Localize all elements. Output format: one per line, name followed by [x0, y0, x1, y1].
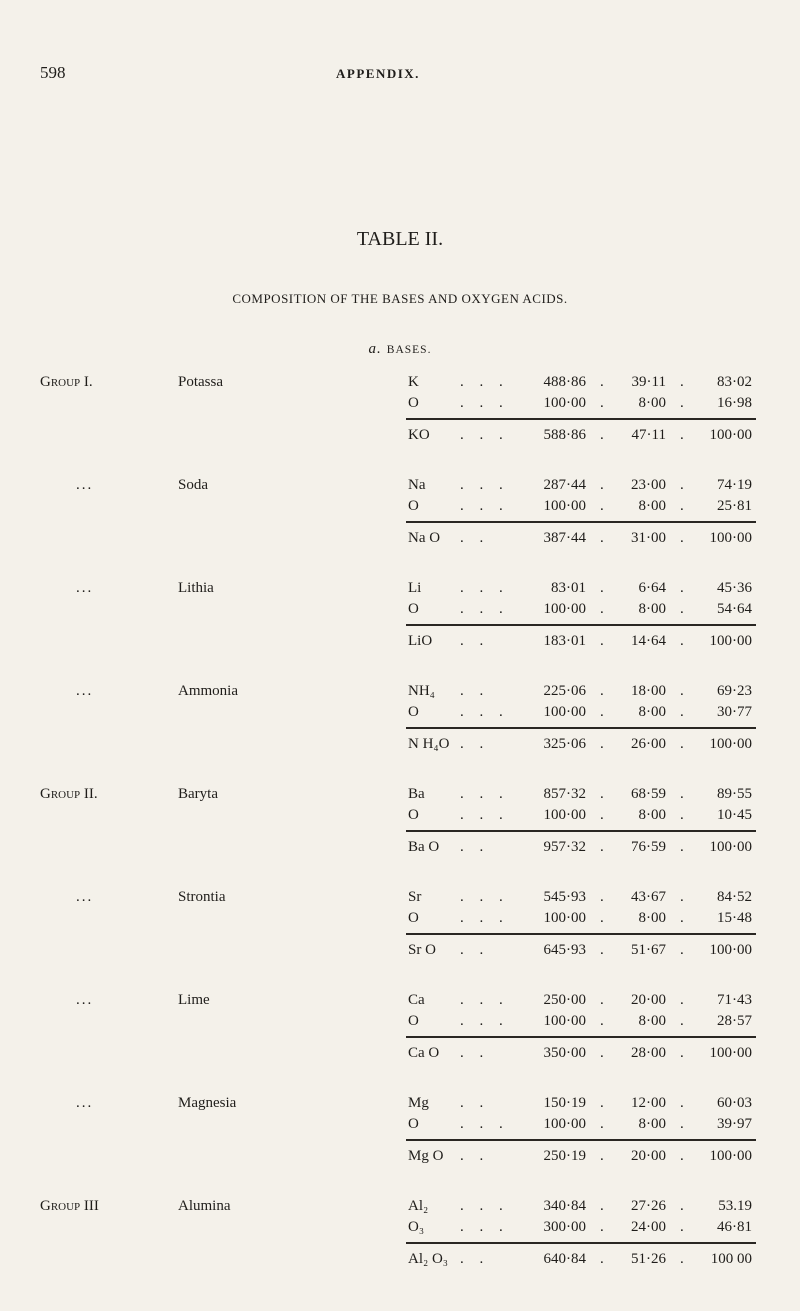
value-oxygen-8: 12·00 [631, 1095, 666, 1111]
formula: Sr [408, 889, 422, 905]
table-row [0, 477, 800, 497]
value-hydrogen-100: 100·00 [543, 704, 586, 720]
leader-dot: . [680, 633, 684, 649]
group-label: ... [76, 1095, 94, 1111]
value-hydrogen-100: 325·06 [543, 736, 586, 752]
value-hydrogen-100: 100·00 [543, 1013, 586, 1029]
formula: O [408, 498, 419, 514]
formula: O [408, 807, 419, 823]
sum-rule [406, 521, 756, 523]
value-hydrogen-100: 100·00 [543, 807, 586, 823]
leader-dots: . . [460, 530, 490, 546]
value-percent: 25·81 [717, 498, 752, 514]
value-oxygen-8: 47·11 [631, 427, 666, 443]
table-row [0, 580, 800, 600]
value-percent: 10·45 [717, 807, 752, 823]
value-hydrogen-100: 350·00 [543, 1045, 586, 1061]
leader-dot: . [600, 1095, 604, 1111]
formula: O [408, 1013, 419, 1029]
formula: N H₄O [408, 736, 450, 752]
leader-dots: . . [460, 839, 490, 855]
table-row [0, 1198, 800, 1218]
value-hydrogen-100: 545·93 [543, 889, 586, 905]
leader-dots: . . [460, 1095, 490, 1111]
value-percent: 100·00 [709, 633, 752, 649]
base-name: Lithia [178, 580, 214, 596]
leader-dots: . . [460, 683, 490, 699]
leader-dots: . . . [460, 889, 509, 905]
leader-dot: . [680, 395, 684, 411]
value-percent: 84·52 [717, 889, 752, 905]
table-row [0, 910, 800, 930]
leader-dots: . . [460, 736, 490, 752]
table-row-total [0, 1148, 800, 1168]
value-oxygen-8: 14·64 [631, 633, 666, 649]
leader-dot: . [600, 889, 604, 905]
leader-dots: . . . [460, 1198, 509, 1214]
leader-dot: . [680, 736, 684, 752]
value-percent: 45·36 [717, 580, 752, 596]
sum-rule [406, 830, 756, 832]
table-row [0, 807, 800, 827]
value-hydrogen-100: 100·00 [543, 498, 586, 514]
section-letter: a. [368, 341, 382, 357]
formula: O [408, 910, 419, 926]
formula: Al₂ [408, 1198, 429, 1214]
value-hydrogen-100: 287·44 [543, 477, 586, 493]
sum-rule [406, 933, 756, 935]
leader-dot: . [680, 704, 684, 720]
formula: Na [408, 477, 426, 493]
leader-dots: . . . [460, 580, 509, 596]
leader-dot: . [680, 1013, 684, 1029]
leader-dot: . [680, 839, 684, 855]
leader-dot: . [600, 910, 604, 926]
table-row-total [0, 839, 800, 859]
value-hydrogen-100: 857·32 [543, 786, 586, 802]
base-name: Ammonia [178, 683, 238, 699]
leader-dot: . [680, 530, 684, 546]
leader-dot: . [600, 477, 604, 493]
leader-dots: . . . [460, 395, 509, 411]
section-name: BASES. [386, 344, 432, 356]
formula: Al₂ O₃ [408, 1251, 449, 1267]
leader-dot: . [680, 942, 684, 958]
group-label: ... [76, 683, 94, 699]
leader-dot: . [680, 1219, 684, 1235]
table-row [0, 1219, 800, 1239]
value-percent: 74·19 [717, 477, 752, 493]
formula: O [408, 1116, 419, 1132]
base-name: Soda [178, 477, 208, 493]
leader-dots: . . . [460, 807, 509, 823]
value-oxygen-8: 20·00 [631, 992, 666, 1008]
value-oxygen-8: 8·00 [638, 1013, 666, 1029]
table-row [0, 786, 800, 806]
value-hydrogen-100: 488·86 [543, 374, 586, 390]
leader-dots: . . . [460, 1013, 509, 1029]
leader-dot: . [600, 992, 604, 1008]
group-label: Group II. [40, 786, 98, 802]
table-row-total [0, 736, 800, 756]
value-hydrogen-100: 250·19 [543, 1148, 586, 1164]
group-label: Group III [40, 1198, 99, 1214]
value-hydrogen-100: 640·84 [543, 1251, 586, 1267]
leader-dot: . [600, 633, 604, 649]
leader-dot: . [680, 427, 684, 443]
formula: Mg [408, 1095, 429, 1111]
leader-dot: . [680, 1045, 684, 1061]
value-percent: 28·57 [717, 1013, 752, 1029]
leader-dot: . [680, 786, 684, 802]
leader-dot: . [680, 601, 684, 617]
leader-dots: . . . [460, 992, 509, 1008]
value-oxygen-8: 76·59 [631, 839, 666, 855]
value-percent: 100·00 [709, 1045, 752, 1061]
leader-dot: . [600, 839, 604, 855]
group-label: ... [76, 580, 94, 596]
leader-dots: . . [460, 633, 490, 649]
group-label: ... [76, 992, 94, 1008]
table-row [0, 601, 800, 621]
formula: Ca [408, 992, 425, 1008]
value-oxygen-8: 23·00 [631, 477, 666, 493]
value-percent: 30·77 [717, 704, 752, 720]
group-label: ... [76, 477, 94, 493]
value-oxygen-8: 27·26 [631, 1198, 666, 1214]
formula: Ca O [408, 1045, 440, 1061]
leader-dot: . [600, 395, 604, 411]
value-oxygen-8: 8·00 [638, 807, 666, 823]
table-row [0, 395, 800, 415]
value-hydrogen-100: 957·32 [543, 839, 586, 855]
formula: Ba [408, 786, 425, 802]
value-percent: 46·81 [717, 1219, 752, 1235]
leader-dots: . . . [460, 786, 509, 802]
leader-dot: . [600, 530, 604, 546]
formula: Sr O [408, 942, 436, 958]
value-percent: 15·48 [717, 910, 752, 926]
formula: O [408, 704, 419, 720]
leader-dots: . . [460, 1045, 490, 1061]
table-row [0, 1095, 800, 1115]
leader-dot: . [600, 1116, 604, 1132]
value-oxygen-8: 43·67 [631, 889, 666, 905]
leader-dots: . . . [460, 910, 509, 926]
leader-dot: . [600, 1219, 604, 1235]
leader-dot: . [600, 1198, 604, 1214]
leader-dot: . [600, 683, 604, 699]
value-oxygen-8: 26·00 [631, 736, 666, 752]
base-name: Strontia [178, 889, 226, 905]
formula: O₃ [408, 1219, 425, 1235]
value-oxygen-8: 51·26 [631, 1251, 666, 1267]
value-percent: 100·00 [709, 530, 752, 546]
formula: O [408, 601, 419, 617]
value-percent: 100 00 [710, 1251, 752, 1267]
table-row-total [0, 1045, 800, 1065]
value-hydrogen-100: 250·00 [543, 992, 586, 1008]
value-percent: 16·98 [717, 395, 752, 411]
leader-dot: . [680, 1095, 684, 1111]
value-oxygen-8: 8·00 [638, 704, 666, 720]
leader-dot: . [600, 704, 604, 720]
leader-dots: . . . [460, 477, 509, 493]
leader-dots: . . [460, 942, 490, 958]
sum-rule [406, 1139, 756, 1141]
leader-dot: . [680, 889, 684, 905]
formula: O [408, 395, 419, 411]
table-row-total [0, 530, 800, 550]
leader-dot: . [600, 601, 604, 617]
value-hydrogen-100: 387·44 [543, 530, 586, 546]
running-head: APPENDIX. [336, 66, 420, 81]
value-percent: 100·00 [709, 736, 752, 752]
formula: Mg O [408, 1148, 444, 1164]
table-row [0, 889, 800, 909]
formula: Li [408, 580, 422, 596]
leader-dot: . [680, 1148, 684, 1164]
value-hydrogen-100: 588·86 [543, 427, 586, 443]
leader-dot: . [680, 580, 684, 596]
value-oxygen-8: 39·11 [631, 374, 666, 390]
value-oxygen-8: 28·00 [631, 1045, 666, 1061]
value-hydrogen-100: 340·84 [543, 1198, 586, 1214]
value-percent: 54·64 [717, 601, 752, 617]
leader-dot: . [680, 498, 684, 514]
value-oxygen-8: 51·67 [631, 942, 666, 958]
table-row [0, 1116, 800, 1136]
value-hydrogen-100: 150·19 [543, 1095, 586, 1111]
base-name: Baryta [178, 786, 218, 802]
value-hydrogen-100: 225·06 [543, 683, 586, 699]
formula: KO [408, 427, 430, 443]
base-name: Alumina [178, 1198, 231, 1214]
value-oxygen-8: 8·00 [638, 910, 666, 926]
leader-dot: . [600, 942, 604, 958]
leader-dots: . . . [460, 704, 509, 720]
value-oxygen-8: 68·59 [631, 786, 666, 802]
leader-dot: . [680, 374, 684, 390]
page-number: 598 [40, 63, 66, 82]
leader-dot: . [600, 498, 604, 514]
value-percent: 100·00 [709, 942, 752, 958]
value-oxygen-8: 8·00 [638, 1116, 666, 1132]
leader-dot: . [600, 786, 604, 802]
table-row-total [0, 633, 800, 653]
leader-dot: . [600, 736, 604, 752]
value-percent: 100·00 [709, 839, 752, 855]
value-percent: 53.19 [718, 1198, 752, 1214]
value-oxygen-8: 6·64 [638, 580, 666, 596]
leader-dot: . [600, 374, 604, 390]
table-row [0, 704, 800, 724]
leader-dot: . [600, 1045, 604, 1061]
leader-dots: . . [460, 1251, 490, 1267]
leader-dot: . [680, 1251, 684, 1267]
value-hydrogen-100: 300·00 [543, 1219, 586, 1235]
value-percent: 100·00 [709, 1148, 752, 1164]
leader-dot: . [680, 992, 684, 1008]
value-oxygen-8: 20·00 [631, 1148, 666, 1164]
leader-dot: . [600, 427, 604, 443]
value-percent: 100·00 [709, 427, 752, 443]
leader-dot: . [600, 1013, 604, 1029]
leader-dot: . [600, 1148, 604, 1164]
value-hydrogen-100: 100·00 [543, 395, 586, 411]
leader-dot: . [680, 477, 684, 493]
sum-rule [406, 1242, 756, 1244]
table-subtitle: COMPOSITION OF THE BASES AND OXYGEN ACIDS. [232, 291, 568, 306]
formula: K [408, 374, 419, 390]
group-label: ... [76, 889, 94, 905]
leader-dot: . [680, 807, 684, 823]
value-percent: 83·02 [717, 374, 752, 390]
value-hydrogen-100: 645·93 [543, 942, 586, 958]
value-percent: 89·55 [717, 786, 752, 802]
leader-dots: . . . [460, 498, 509, 514]
value-hydrogen-100: 100·00 [543, 1116, 586, 1132]
formula: Ba O [408, 839, 440, 855]
value-oxygen-8: 31·00 [631, 530, 666, 546]
value-percent: 71·43 [717, 992, 752, 1008]
value-hydrogen-100: 83·01 [551, 580, 586, 596]
leader-dot: . [680, 910, 684, 926]
value-hydrogen-100: 100·00 [543, 601, 586, 617]
table-row [0, 992, 800, 1012]
table-row [0, 1013, 800, 1033]
leader-dot: . [680, 1116, 684, 1132]
leader-dots: . . . [460, 427, 509, 443]
table-row-total [0, 427, 800, 447]
table-row [0, 498, 800, 518]
group-label: Group I. [40, 374, 93, 390]
value-oxygen-8: 8·00 [638, 498, 666, 514]
leader-dot: . [600, 580, 604, 596]
value-oxygen-8: 8·00 [638, 601, 666, 617]
leader-dots: . . . [460, 1116, 509, 1132]
base-name: Lime [178, 992, 210, 1008]
value-hydrogen-100: 100·00 [543, 910, 586, 926]
section-label [0, 341, 800, 358]
value-oxygen-8: 18·00 [631, 683, 666, 699]
base-name: Potassa [178, 374, 223, 390]
value-percent: 60·03 [717, 1095, 752, 1111]
sum-rule [406, 1036, 756, 1038]
table-row [0, 683, 800, 703]
leader-dots: . . [460, 1148, 490, 1164]
base-name: Magnesia [178, 1095, 237, 1111]
formula: Na O [408, 530, 441, 546]
leader-dots: . . . [460, 601, 509, 617]
leader-dot: . [600, 807, 604, 823]
leader-dot: . [600, 1251, 604, 1267]
leader-dot: . [680, 683, 684, 699]
leader-dots: . . . [460, 374, 509, 390]
sum-rule [406, 727, 756, 729]
sum-rule [406, 418, 756, 420]
formula: LiO [408, 633, 433, 649]
table-row-total [0, 942, 800, 962]
value-percent: 69·23 [717, 683, 752, 699]
value-hydrogen-100: 183·01 [543, 633, 586, 649]
leader-dots: . . . [460, 1219, 509, 1235]
table-title: TABLE II. [356, 228, 444, 250]
value-oxygen-8: 24·00 [631, 1219, 666, 1235]
table-row-total [0, 1251, 800, 1271]
leader-dot: . [680, 1198, 684, 1214]
value-oxygen-8: 8·00 [638, 395, 666, 411]
table-row [0, 374, 800, 394]
value-percent: 39·97 [717, 1116, 752, 1132]
formula: NH₄ [408, 683, 435, 699]
sum-rule [406, 624, 756, 626]
